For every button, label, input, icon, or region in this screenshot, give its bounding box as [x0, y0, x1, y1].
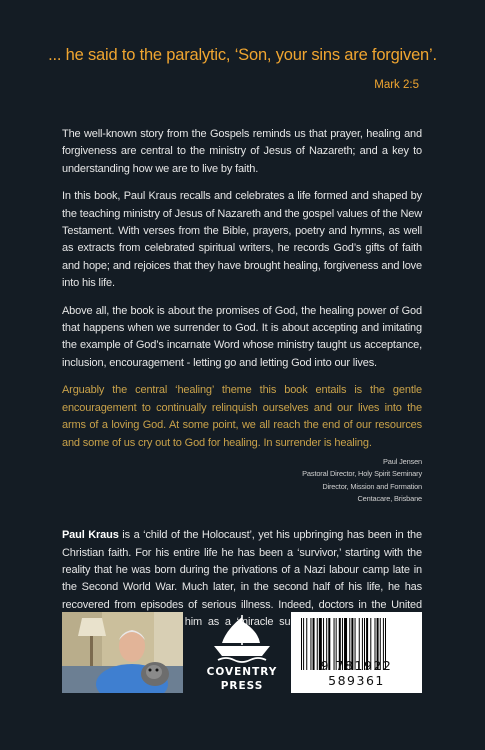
blurb: [62, 126, 422, 659]
author-photo-illustration: [62, 612, 183, 693]
endorser-block: [62, 456, 422, 505]
scripture-quote: ... he said to the paralytic, ‘Son, your sins are forgiven’.: [48, 46, 437, 64]
isbn-barcode: [291, 612, 422, 693]
isbn-number: 9 781922 589361: [320, 658, 393, 688]
blurb-paragraph-1: The well-known story from the Gospels reminds us that prayer, healing and forgiveness are central to the ministry of Jesus of Nazareth; and a key to understanding how we are to live by faith.: [62, 128, 422, 175]
blurb-paragraph-3: Above all, the book is about the promises of God, the healing power of God that happens when we surrender to God. It is about accepting and imitating the example of God’s incarnate Word whose ministry taught us acceptance, inclusion, encouragement - letting go and letting God into our lives.: [62, 304, 422, 369]
publisher-logo: [204, 612, 280, 696]
endorsement-quote: Arguably the central ‘healing’ theme this book entails is the gentle encouragement to continually relinquish ourselves and our lives into the arms of a loving God. At some point, we all reach the end of our resources and some of us cry out to God for healing. In surrender is healing.: [62, 384, 422, 449]
author-name: Paul Kraus: [62, 529, 119, 542]
blurb-paragraph-2: In this book, Paul Kraus recalls and celebrates a life formed and shaped by the teaching ministry of Jesus of Nazareth and the gospel values of the New Testament. With verses from the Bible, prayers, poetry and hymns, as well as extracts from celebrated spiritual writers, he records God’s gifts of faith and hope; and rejoices that they have brought healing, forgiveness and love into his life.: [62, 190, 422, 290]
publisher-name-line-2: PRESS: [220, 680, 264, 692]
scripture-reference: Mark 2:5: [374, 79, 419, 91]
ship-logo-icon: [204, 612, 280, 664]
endorser-name: Paul Jensen: [382, 456, 422, 466]
endorser-org: Centacare, Brisbane: [357, 493, 422, 503]
endorser-title-2: Director, Mission and Formation: [322, 481, 422, 491]
endorser-title-1: Pastoral Director, Holy Spirit Seminary: [302, 469, 422, 479]
author-bio-text: is a ‘child of the Holocaust’, yet his upbringing has been in the Christian faith. For his entire life he has been a ‘survivor,’ starting with the reality that he was born during the privations of a Nazi labour camp late in the Second World War. Much later, in the second half of his life, he has recovered from episodes of serious illness. Indeed, doctors in the United him as a ‘miracle: [62, 529, 422, 629]
publisher-name-line-1: COVENTRY: [206, 666, 278, 678]
author-photo: [62, 612, 183, 693]
